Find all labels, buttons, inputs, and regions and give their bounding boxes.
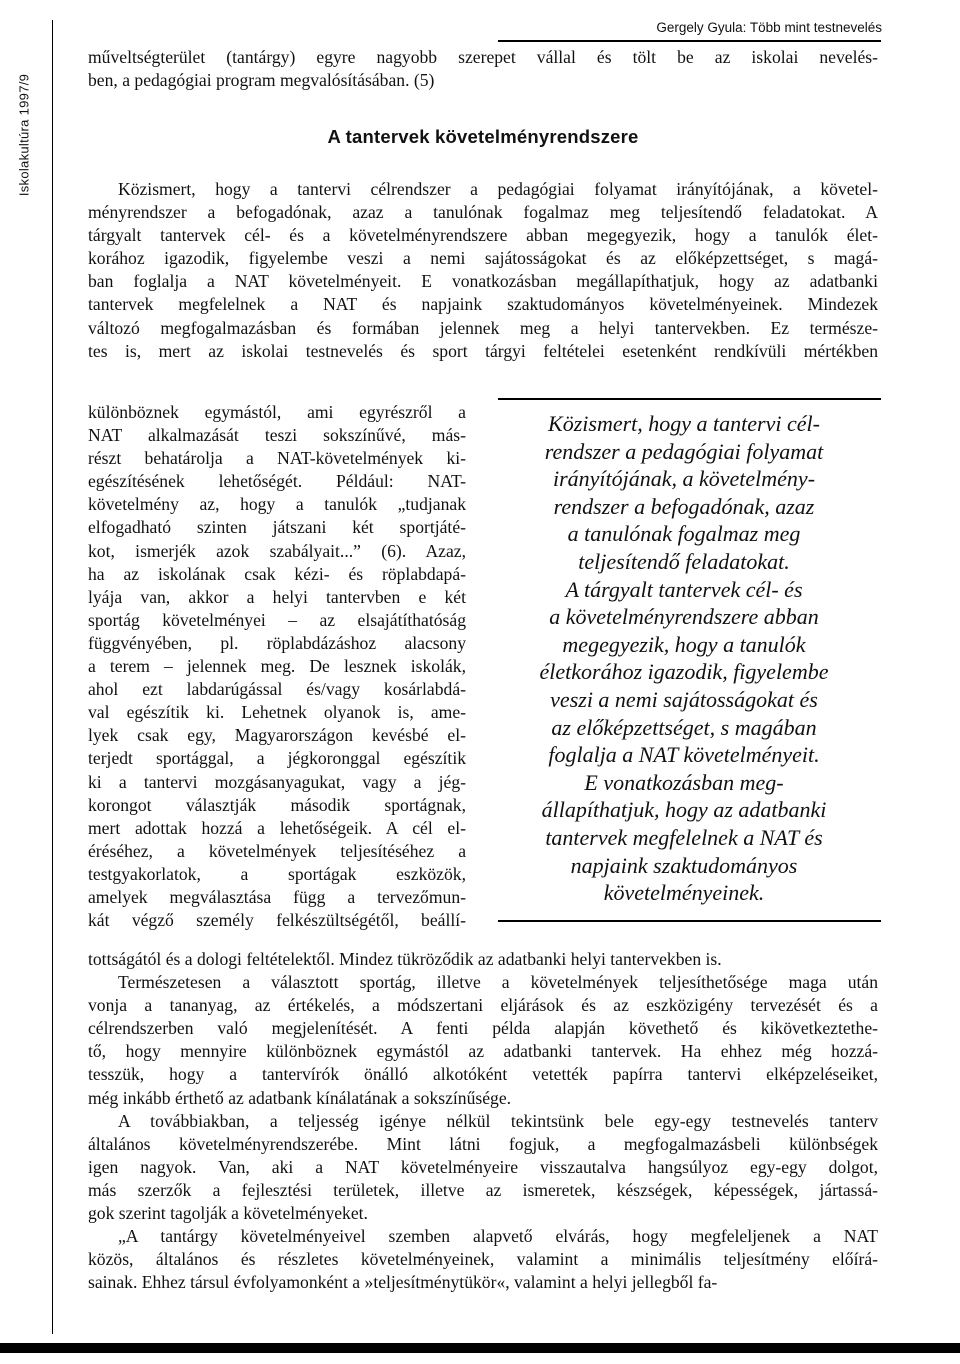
text-line: részt behatárolja a NAT-követelmények ki- (88, 448, 466, 469)
text-line: más szerzők a fejlesztési területek, illetve az ismeretek, készségek, képességek, jártassá- (88, 1179, 878, 1200)
pull-quote-line: megegyezik, hogy a tanulók (562, 631, 806, 657)
text-line: igen nagyok. Van, aki a NAT követelményeire visszautalva hangsúlyoz egy-egy dolgot, (88, 1156, 878, 1177)
text-line: vonja a tananyag, az értékelés, a módszertani eljárások és az eszközigény tervezését és a (88, 995, 878, 1016)
text-line: lyája van, akkor a helyi tantervben e két (88, 586, 466, 607)
text-line: A továbbiakban, a teljesség igénye nélkül tekintsünk bele egy-egy testnevelés tanterv (118, 1110, 878, 1131)
pull-quote-line: E vonatkozásban meg- (584, 769, 784, 795)
text-line: mert adottak hozzá a lehetőségeik. A cél el- (88, 817, 466, 838)
text-line: tantervek megfelelnek a NAT és napjaink szaktudományos követelményeinek. Mindezek (88, 294, 878, 315)
text-line: elfogadható szinten játszani két sportjáté- (88, 517, 466, 538)
sidebar-rule (52, 20, 53, 1334)
text-line: „A tantárgy követelményeivel szemben alapvető elvárás, hogy megfeleljenek a NAT (118, 1226, 878, 1247)
text-line: egészítésének lehetőségét. Például: NAT- (88, 471, 466, 492)
header-rule (498, 40, 881, 42)
page-bottom-bar (0, 1343, 960, 1353)
paragraph-1 (88, 178, 878, 363)
section-heading: A tantervek követelményrendszere (327, 126, 639, 147)
text-line: tes is, mert az iskolai testnevelés és sport tárgyi feltételei esetenként rendkívüli mértékben (88, 340, 878, 361)
pull-quote-line: rendszer a pedagógiai folyamat (544, 438, 824, 464)
text-line: általános követelményrendszerébe. Mint látni fogjuk, a megfogalmazásbeli különbségek (88, 1133, 878, 1154)
text-line: korongot választják második sportágnak, (88, 794, 466, 815)
intro-paragraph (88, 46, 878, 92)
text-line: tesszük, hogy a tantervírók önálló alkotóként vetették papírra tantervi elképzeléseiket, (88, 1064, 878, 1085)
text-line: amelyek megválasztása függ a tervezőmun- (88, 886, 466, 907)
bottom-paragraphs (88, 948, 878, 1294)
journal-label: Iskolakultúra 1997/9 (16, 73, 32, 197)
text-line: ha az iskolának csak kézi- és röplabdapá- (88, 563, 466, 584)
pull-quote-line: követelményeinek. (603, 880, 765, 906)
text-line: közös, általános és részletes követelményeinek, valamint a minimális teljesítmény előírá- (88, 1249, 878, 1270)
text-line: NAT alkalmazását teszi sokszínűvé, más- (88, 425, 466, 446)
text-line: korához igazodik, figyelembe veszi a nemi sajátosságokat és az előképzettséget, s magá- (88, 248, 878, 269)
pull-quote-line: életkorához igazodik, figyelembe (539, 659, 829, 685)
text-line: a terem – jelennek meg. De lesznek iskolák, (88, 656, 466, 677)
pull-quote (484, 410, 884, 907)
text-line: változó megfogalmazásban és formában jelennek meg a helyi tantervekben. Ez természe- (88, 317, 878, 338)
pull-quote-line: foglalja a NAT követelményeit. (548, 742, 820, 768)
pull-quote-line: veszi a nemi sajátosságokat és (550, 686, 818, 712)
text-line: ban foglalja a NAT követelményeit. E vonatkozásban megállapíthatjuk, hogy az adatbanki (88, 271, 878, 292)
pull-quote-rule-top (498, 398, 881, 400)
text-line: Közismert, hogy a tantervi célrendszer a pedagógiai folyamat irányítójának, a követel- (118, 179, 878, 199)
text-line: val egészítik ki. Lehetnek olyanok is, ame- (88, 702, 466, 723)
pull-quote-line: a követelményrendszere abban (549, 604, 819, 630)
pull-quote-line: az előképzettséget, s magában (551, 714, 817, 740)
text-line: különböznek egymástól, ami egyrészről a (88, 402, 466, 422)
pull-quote-line: teljesítendő feladatokat. (578, 548, 790, 574)
text-line: követelmény az, hogy a tanulók „tudjanak (88, 494, 466, 515)
text-line: Természetesen a választott sportág, illetve a követelmények teljesíthetősége maga után (118, 972, 878, 993)
text-line: tottságától és a dologi feltételektől. Mindez tükröződik az adatbanki helyi tantervekben is. (88, 949, 722, 969)
text-line: célrendszerben való megjelenítését. A fenti példa alapján követhető és kikövetkeztethe- (88, 1018, 878, 1039)
text-line: tő, hogy mennyire különböznek egymástól az adatbanki tantervek. Ha ehhez még hozzá- (88, 1041, 878, 1062)
text-line: gok szerint tagolják a követelményeket. (88, 1203, 368, 1224)
pull-quote-line: A tárgyalt tantervek cél- és (565, 576, 803, 602)
text-line: terjedt sportággal, a jégkoronggal egészítik (88, 748, 466, 769)
text-line: ki a tantervi mozgásanyagukat, vagy a jég- (88, 771, 466, 792)
pull-quote-rule-bottom (498, 920, 881, 922)
sidebar-strip (0, 0, 52, 1364)
text-line: éréséhez, a követelmények teljesítéséhez a (88, 840, 466, 861)
text-line: ahol ezt labdarúgással és/vagy kosárlabdá- (88, 679, 466, 700)
text-line: tárgyalt tantervek cél- és a követelményrendszere abban megegyezik, hogy a tanulók élet- (88, 225, 878, 246)
running-head: Gergely Gyula: Több mint testnevelés (656, 20, 882, 35)
pull-quote-line: a tanulónak fogalmaz meg (567, 521, 801, 547)
text-line: ben, a pedagógiai program megvalósításában. (5) (88, 70, 435, 91)
pull-quote-line: tantervek megfelelnek a NAT és (545, 824, 823, 850)
text-line: kát végző személy felkészültségétől, beállí- (88, 910, 466, 931)
text-line: sportág követelményei – az elsajátíthatóság (88, 609, 466, 630)
pull-quote-line: irányítójának, a követelmény- (552, 466, 816, 492)
text-line: függvényében, pl. röplabdázáshoz alacsony (88, 632, 466, 653)
pull-quote-line: rendszer a befogadónak, azaz (553, 493, 815, 519)
text-line: még inkább érthető az adatbank kínálatának a sokszínűsége. (88, 1087, 512, 1108)
text-line: testgyakorlatok, a sportágak eszközök, (88, 863, 466, 884)
pull-quote-line: állapíthatjuk, hogy az adatbanki (541, 797, 827, 823)
pull-quote-line: Közismert, hogy a tantervi cél- (548, 411, 820, 436)
text-line: sainak. Ehhez társul évfolyamonként a »teljesítménytükör«, valamint a helyi jellegből fa- (88, 1272, 718, 1293)
pull-quote-line: napjaink szaktudományos (570, 852, 798, 878)
left-column-text (88, 401, 466, 932)
text-line: ményrendszer a befogadónak, azaz a tanulónak fogalmaz meg teljesítendő feladatokat. A (88, 202, 878, 223)
text-line: kot, ismerjék azok szabályait...” (6). Azaz, (88, 540, 466, 561)
text-line: műveltségterület (tantárgy) egyre nagyobb szerepet vállal és tölt be az iskolai nevelés- (88, 47, 878, 67)
text-line: lyek csak egy, Magyarországon kevésbé el- (88, 725, 466, 746)
